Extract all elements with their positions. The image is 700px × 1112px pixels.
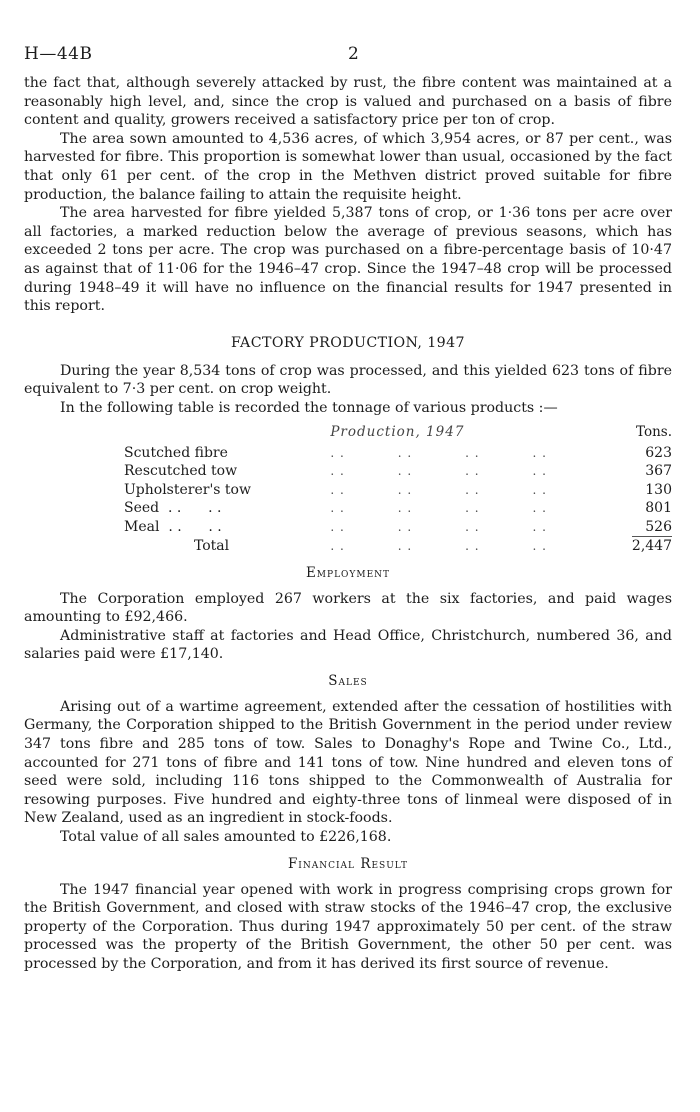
production-table bbox=[124, 422, 672, 556]
section-heading-factory-production: FACTORY PRODUCTION, 1947 bbox=[231, 334, 465, 351]
row-value: 367 bbox=[645, 463, 672, 479]
row-value: 623 bbox=[645, 444, 672, 461]
table-row: Meal . . . . . . . . . . . . 526 bbox=[124, 518, 672, 535]
section-heading-sales: Sales bbox=[328, 672, 368, 689]
table-row: Rescutched tow . . . . . . . . 367 bbox=[124, 463, 672, 479]
production-column-header: Production, 1947 bbox=[330, 424, 465, 441]
document-page bbox=[24, 44, 672, 974]
paragraph: The area harvested for fibre yielded 5,387 tons of crop, or 1·36 tons per acre over all factories, a marked reduction below the average of previous seasons, which has exceeded 2 tons per acre. The crop was purchased on a fibre-percentage basis of 10·47 as against that of 11·06 for the 1946–47 crop. Since the 1947–48 crop will be processed during 1948–49 it will have no influence on the financial results for 1947 presented in this report. bbox=[24, 205, 672, 315]
row-value: 526 bbox=[645, 518, 672, 535]
paragraph: Total value of all sales amounted to £226,168. bbox=[60, 829, 392, 846]
section-heading-employment: Employment bbox=[305, 564, 391, 581]
paragraph: The Corporation employed 267 workers at the six factories, and paid wages amounting to £92,466. bbox=[24, 590, 672, 626]
paragraph: Administrative staff at factories and Head Office, Christchurch, numbered 36, and salaries paid were £17,140. bbox=[24, 627, 672, 663]
row-label: Rescutched tow bbox=[124, 463, 238, 479]
row-value: 130 bbox=[645, 481, 672, 498]
table-row: Scutched fibre . . . . . . . . 623 bbox=[124, 444, 672, 461]
row-label: Scutched fibre bbox=[124, 444, 228, 461]
tons-column-header: Tons. bbox=[636, 424, 672, 441]
paragraph: In the following table is recorded the tonnage of various products :— bbox=[60, 399, 558, 416]
section-heading-financial-result: Financial Result bbox=[287, 855, 409, 872]
paragraph: the fact that, although severely attacked by rust, the fibre content was maintained at a reasonably high level, and, since the crop is valued and purchased on a basis of fibre content and quality, growers received a satisfactory price per ton of crop. bbox=[24, 75, 672, 129]
paragraph: The area sown amounted to 4,536 acres, of which 3,954 acres, or 87 per cent., was harvested for fibre. This proportion is somewhat lower than usual, occasioned by the fact that only 61 per cent. of the crop in the Methven district proved suitable for fibre production, the balance failing to attain the requisite height. bbox=[24, 130, 672, 203]
table-row: Upholsterer's tow . . . . . . . . 130 bbox=[124, 481, 672, 498]
paragraph: During the year 8,534 tons of crop was processed, and this yielded 623 tons of fibre equivalent to 7·3 per cent. on crop weight. bbox=[24, 362, 672, 398]
row-label: Seed . . . . bbox=[124, 500, 222, 516]
document-id: H—44B bbox=[24, 44, 93, 64]
total-value: 2,447 bbox=[631, 538, 672, 554]
page-number: 2 bbox=[348, 44, 359, 64]
table-header-row bbox=[124, 422, 672, 444]
total-label: Total bbox=[194, 537, 230, 554]
table-total-row: Total . . . . . . . . 2,447 bbox=[124, 537, 672, 556]
paragraph: Arising out of a wartime agreement, extended after the cessation of hostilities with Germany, the Corporation shipped to the British Government in the period under review 347 tons fibre and 285 tons of tow. Sales to Donaghy's Rope and Twine Co., Ltd., accounted for 271 tons of fibre and 141 tons of tow. Nine hundred and eleven tons of seed were sold, including 116 tons shipped to the Commonwealth of Australia for resowing purposes. Five hundred and eighty-three tons of linmeal were disposed of in New Zealand, used as an ingredient in stock-foods. bbox=[24, 698, 672, 827]
paragraph: The 1947 financial year opened with work in progress comprising crops grown for the British Government, and closed with straw stocks of the 1946–47 crop, the exclusive property of the Corporation. Thus during 1947 approximately 50 per cent. of the straw processed was the property of the British Government, the other 50 per cent. was processed by the Corporation, and from it has derived its first source of revenue. bbox=[24, 881, 672, 972]
row-label: Upholsterer's tow bbox=[124, 481, 251, 498]
row-label: Meal . . . . bbox=[124, 518, 222, 535]
table-row: Seed . . . . . . . . . . . . 801 bbox=[124, 500, 672, 516]
page-header bbox=[24, 44, 672, 74]
row-value: 801 bbox=[645, 500, 672, 516]
